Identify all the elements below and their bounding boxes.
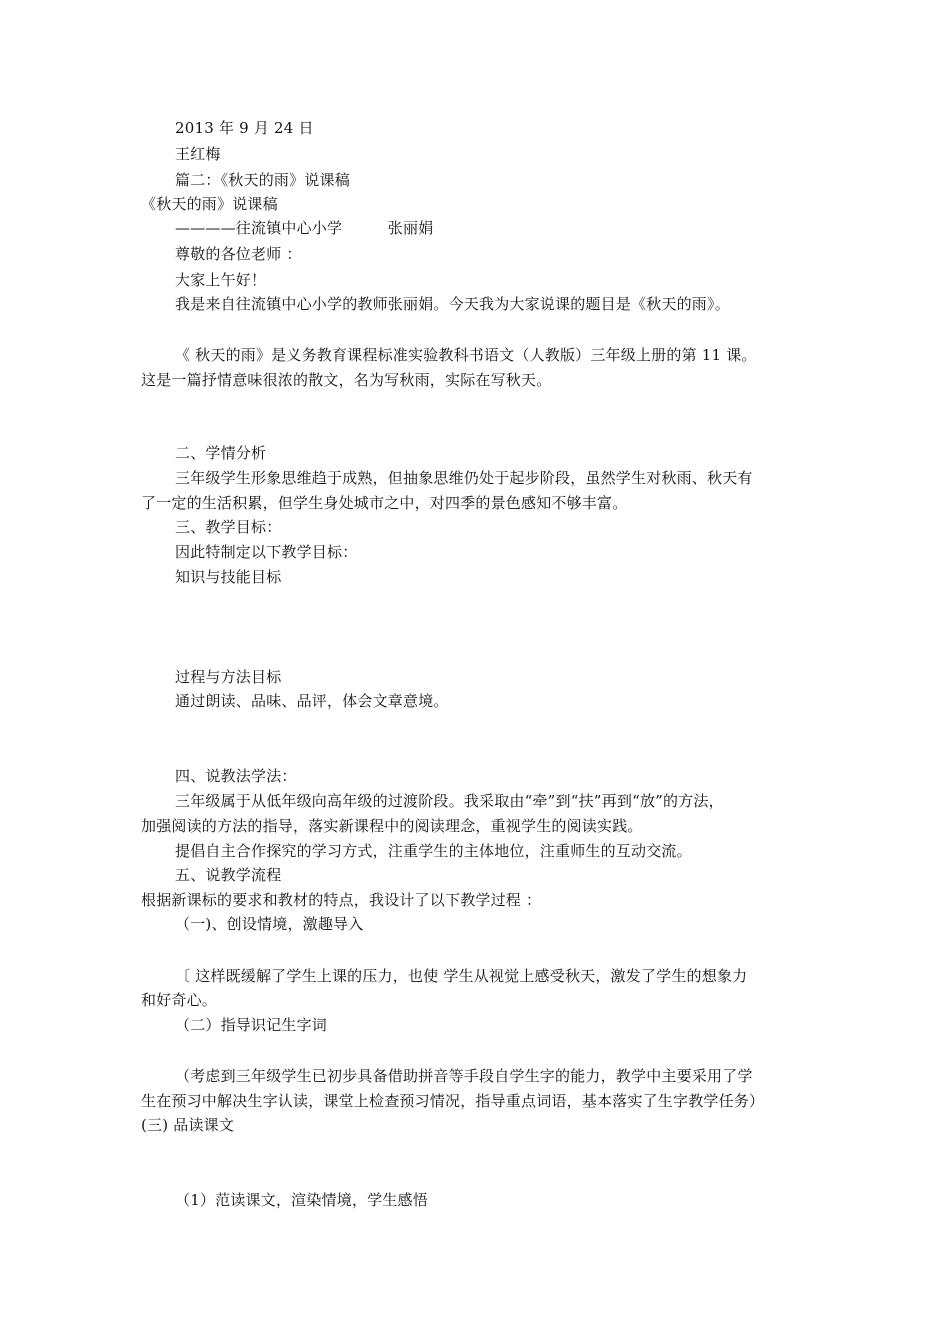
subsection-heading: (三) 品读课文	[141, 1116, 235, 1134]
subsection-heading: （二）指导识记生字词	[175, 1016, 328, 1034]
paragraph-line: 生在预习中解决生字认读，课堂上检查预习情况，指导重点词语，基本落实了生字教学任务）	[141, 1092, 765, 1110]
section-heading: 四、说教法学法：	[175, 767, 297, 785]
salutation: 尊敬的各位老师 ：	[175, 245, 302, 263]
subsection-heading: （一)、创设情境，激趣导入	[175, 915, 364, 933]
section-heading: 二、学情分析	[175, 444, 267, 462]
paragraph-line: （考虑到三年级学生已初步具备借助拼音等手段自学生字的能力，教学中主要采用了学	[175, 1067, 753, 1085]
paragraph-line: 加强阅读的方法的指导，落实新课程中的阅读理念，重视学生的阅读实践。	[141, 817, 643, 835]
greeting: 大家上午好！	[175, 271, 267, 289]
section-heading: 五、说教学流程	[175, 866, 282, 884]
subsection-heading: （1）范读课文，渲染情境，学生感悟	[175, 1191, 428, 1209]
document-title: 《秋天的雨》说课稿	[141, 195, 278, 213]
subsection-heading: 知识与技能目标	[175, 568, 282, 586]
paragraph-line: 这是一篇抒情意味很浓的散文，名为写秋雨，实际在写秋天。	[141, 371, 552, 389]
paragraph-line: 三年级学生形象思维趋于成熟，但抽象思维仍处于起步阶段，虽然学生对秋雨、秋天有	[175, 469, 753, 487]
subsection-heading: 过程与方法目标	[175, 668, 282, 686]
section-heading: 篇二：《秋天的雨》说课稿	[175, 171, 350, 189]
paragraph-line: 我是来自往流镇中心小学的教师张丽娟。今天我为大家说课的题目是《秋天的雨》。	[175, 295, 730, 313]
author-affiliation: ————往流镇中心小学 张丽娟	[175, 219, 434, 237]
paragraph-line: 《 秋天的雨》是义务教育课程标准实验教科书语文（人教版）三年级上册的第 11 课。	[175, 346, 757, 364]
paragraph-line: 通过朗读、品味、品评，体会文章意境。	[175, 692, 449, 710]
paragraph-line: 〔 这样既缓解了学生上课的压力，也使 学生从视觉上感受秋天，激发了学生的想象力	[175, 967, 748, 985]
paragraph-line: 三年级属于从低年级向高年级的过渡阶段。我采取由“牵”到“扶”再到“放”的方法，	[175, 792, 724, 810]
paragraph-line: 根据新课标的要求和教材的特点，我设计了以下教学过程 ：	[141, 891, 542, 909]
paragraph-line: 因此特制定以下教学目标：	[175, 543, 358, 561]
date-line: 2013 年 9 月 24 日	[175, 119, 314, 137]
section-heading: 三、教学目标：	[175, 518, 282, 536]
author-name: 王红梅	[175, 145, 221, 163]
paragraph-line: 提倡自主合作探究的学习方式，注重学生的主体地位，注重师生的互动交流。	[175, 842, 692, 860]
paragraph-line: 了一定的生活积累，但学生身处城市之中，对四季的景色感知不够丰富。	[141, 494, 628, 512]
paragraph-line: 和好奇心。	[141, 991, 218, 1009]
